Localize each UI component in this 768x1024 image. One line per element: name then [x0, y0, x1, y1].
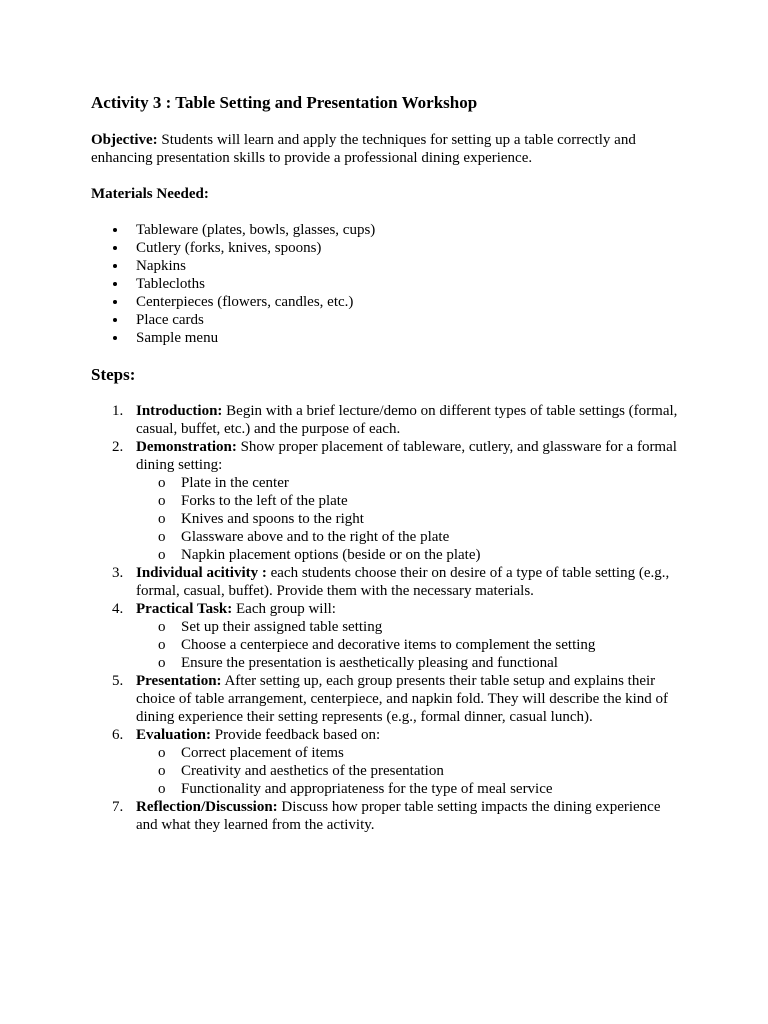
step-item [91, 672, 681, 726]
sub-list [136, 744, 681, 798]
circle-bullet-icon: o [158, 781, 166, 797]
circle-bullet-icon: o [158, 745, 166, 761]
step-label: Demonstration: [136, 439, 237, 455]
circle-bullet-icon: o [158, 655, 166, 671]
step-text: Show proper placement of tableware, cutlery, and glassware for a formal dining setting: [136, 439, 677, 473]
step-label: Evaluation: [136, 727, 212, 743]
objective-paragraph [91, 131, 681, 167]
sub-list-item: o Creativity and aesthetics of the presentation [158, 763, 444, 779]
list-item: Tablecloths [91, 275, 375, 293]
list-item: Sample menu [91, 329, 375, 347]
circle-bullet-icon: o [158, 619, 166, 635]
step-number: 1. [112, 403, 124, 419]
steps-list [91, 402, 681, 834]
step-number: 7. [112, 799, 124, 815]
circle-bullet-icon: o [158, 637, 166, 653]
step-item [91, 798, 681, 834]
bullet-icon [113, 318, 117, 322]
circle-bullet-icon: o [158, 475, 166, 491]
sub-list-item: o Functionality and appropriateness for the type of meal service [158, 781, 553, 797]
step-text: Begin with a brief lecture/demo on different types of table settings (formal, casual, buffet, etc.) and the purpose of each. [136, 403, 678, 437]
step-number: 2. [112, 439, 124, 455]
circle-bullet-icon: o [158, 529, 166, 545]
bullet-icon [113, 282, 117, 286]
circle-bullet-icon: o [158, 547, 166, 563]
sub-list-item: o Ensure the presentation is aesthetically pleasing and functional [158, 655, 558, 671]
steps-heading: Steps: [91, 365, 136, 384]
sub-list-item: o Glassware above and to the right of the plate [158, 529, 450, 545]
step-item [91, 726, 681, 798]
step-item [91, 438, 681, 564]
materials-heading: Materials Needed: [91, 186, 209, 202]
list-item: Centerpieces (flowers, candles, etc.) [91, 293, 375, 311]
list-item: Napkins [91, 257, 375, 275]
sub-list [136, 618, 681, 672]
list-item: Place cards [91, 311, 375, 329]
step-text: After setting up, each group presents their table setup and explains their choice of table arrangement, centerpiece, and napkin fold. They will describe the kind of dining experience their setting represents (e.g., formal dinner, casual lunch). [136, 673, 669, 725]
bullet-icon [113, 246, 117, 250]
step-item [91, 564, 681, 600]
step-label: Presentation: [136, 673, 222, 689]
list-item: Tableware (plates, bowls, glasses, cups) [91, 221, 375, 239]
step-text: each students choose their on desire of a type of table setting (e.g., formal, casual, buffet). Provide them with the necessary materials. [136, 565, 670, 599]
step-text: Provide feedback based on: [211, 727, 381, 743]
bullet-icon [113, 264, 117, 268]
step-number: 6. [112, 727, 124, 743]
sub-list-item: o Knives and spoons to the right [158, 511, 364, 527]
sub-list-item: o Correct placement of items [158, 745, 344, 761]
document-title: Activity 3 : Table Setting and Presentation Workshop [91, 93, 478, 112]
step-text: Each group will: [232, 601, 336, 617]
step-label: Reflection/Discussion: [136, 799, 278, 815]
circle-bullet-icon: o [158, 493, 166, 509]
step-item [91, 600, 681, 672]
step-label: Practical Task: [136, 601, 233, 617]
step-number: 3. [112, 565, 124, 581]
bullet-icon [113, 228, 117, 232]
materials-list [91, 221, 375, 347]
step-number: 4. [112, 601, 124, 617]
step-item [91, 402, 681, 438]
sub-list [136, 474, 681, 564]
circle-bullet-icon: o [158, 511, 166, 527]
list-item: Cutlery (forks, knives, spoons) [91, 239, 375, 257]
objective-text: Students will learn and apply the techniques for setting up a table correctly and enhancing presentation skills to provide a professional dining experience. [91, 132, 636, 166]
sub-list-item: o Set up their assigned table setting [158, 619, 383, 635]
step-number: 5. [112, 673, 124, 689]
step-label: Individual acitivity : [136, 565, 267, 581]
sub-list-item: o Forks to the left of the plate [158, 493, 348, 509]
sub-list-item: o Napkin placement options (beside or on the plate) [158, 547, 481, 563]
objective-label: Objective: [91, 132, 158, 148]
sub-list-item: o Plate in the center [158, 475, 289, 491]
bullet-icon [113, 300, 117, 304]
sub-list-item: o Choose a centerpiece and decorative items to complement the setting [158, 637, 596, 653]
circle-bullet-icon: o [158, 763, 166, 779]
step-label: Introduction: [136, 403, 223, 419]
bullet-icon [113, 336, 117, 340]
step-text: Discuss how proper table setting impacts the dining experience and what they learned from the activity. [136, 799, 661, 833]
